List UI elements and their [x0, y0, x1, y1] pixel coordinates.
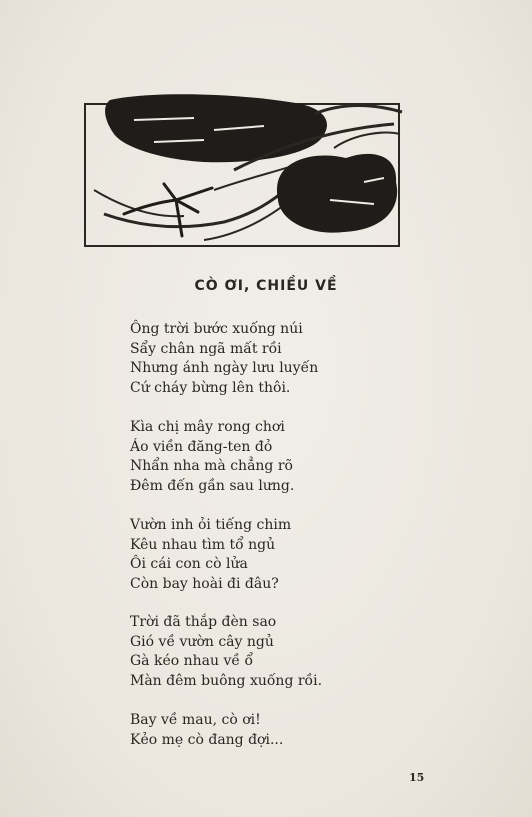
poem-title: CÒ ƠI, CHIỀU VỀ — [194, 278, 338, 294]
poem-line: Vườn inh ỏi tiếng chim — [130, 517, 292, 533]
poem-line: Nhưng ánh ngày lưu luyến — [130, 360, 319, 376]
poem-line: Cứ cháy bừng lên thôi. — [130, 379, 291, 396]
poem-line: Áo viền đăng-ten đỏ — [130, 438, 273, 455]
poem-line: Trời đã thắp đèn sao — [130, 614, 277, 630]
poem-line: Sẩy chân ngã mất rồi — [130, 340, 282, 357]
poem-line: Kẻo mẹ cò đang đợi... — [130, 731, 284, 748]
poem-line: Gà kéo nhau về ổ — [130, 653, 254, 669]
poem-line: Kêu nhau tìm tổ ngủ — [130, 536, 276, 553]
stanza-4 — [130, 613, 322, 691]
woodcut-illustration — [84, 90, 406, 250]
page-number: 15 — [409, 771, 425, 784]
stanza-2 — [130, 418, 294, 496]
poem-line: Đêm đến gần sau lưng. — [130, 477, 295, 494]
poem-line: Ông trời bước xuống núi — [130, 321, 303, 337]
poem-line: Kìa chị mây rong chơi — [130, 419, 285, 435]
poem-line: Gió về vườn cây ngủ — [130, 633, 274, 650]
poem-line: Màn đêm buông xuống rồi. — [130, 672, 323, 689]
poem-line: Ôi cái con cò lửa — [130, 556, 248, 572]
poem-line: Nhẩn nha mà chẳng rõ — [130, 458, 293, 474]
poem-line: Còn bay hoài đi đâu? — [130, 575, 279, 592]
poem-line: Bay về mau, cò ơi! — [130, 712, 261, 728]
stanza-3 — [130, 516, 291, 594]
stanza-5 — [130, 711, 283, 750]
stanza-1 — [130, 320, 318, 398]
